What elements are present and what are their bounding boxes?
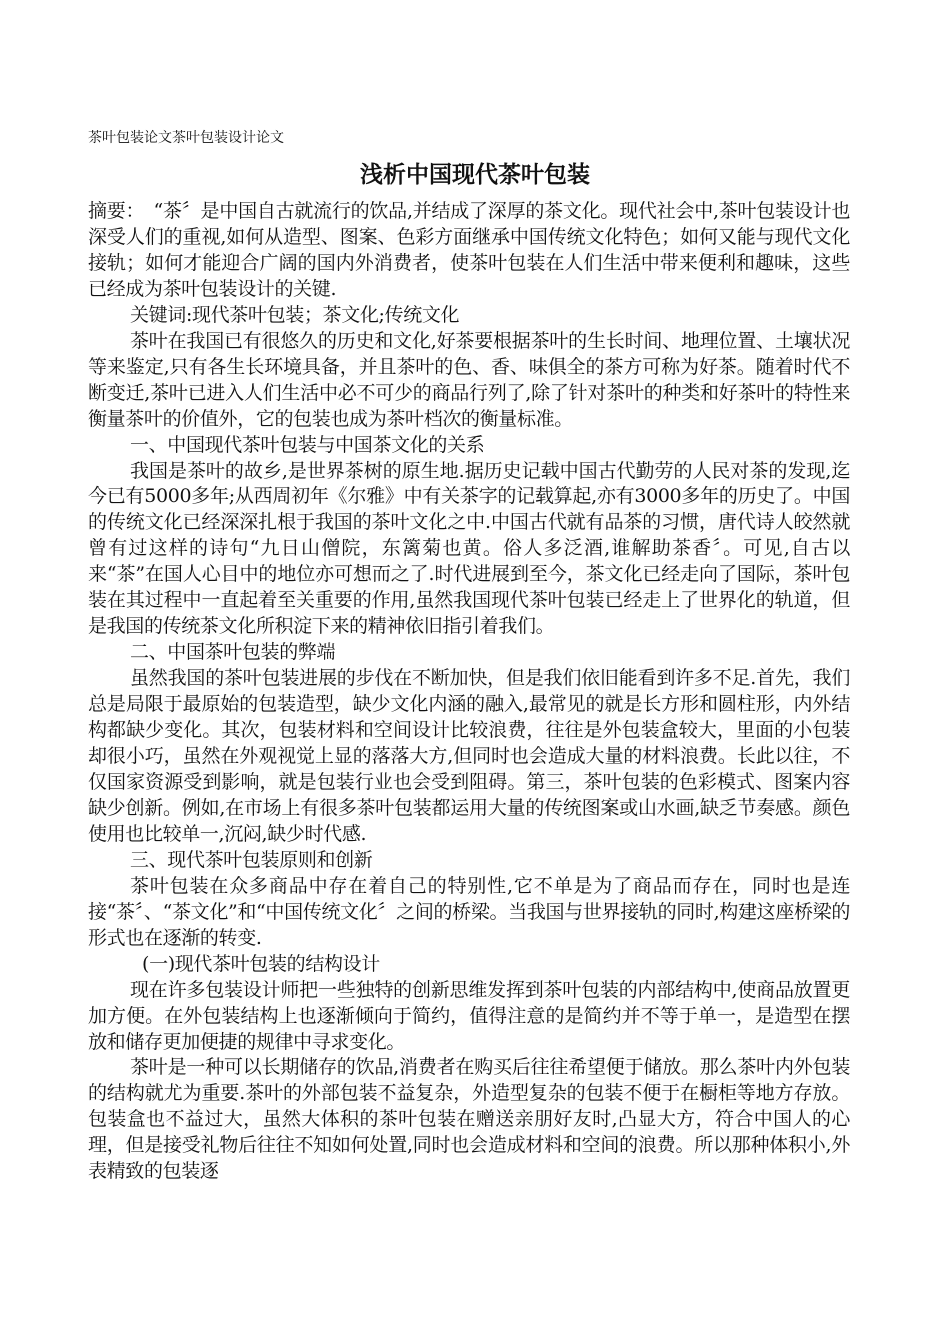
body-text (88, 199, 850, 1185)
abstract-paragraph: 摘要： “茶〞是中国自古就流行的饮品,并结成了深厚的茶文化。现代社会中,茶叶包装设计也深受人们的重视,如何从造型、图案、色彩方面继承中国传统文化特色；如何又能与现代文化接轨；如何才能迎合广阔的国内外消费者，使茶叶包装在人们生活中带来便利和趣味，这些已经成为茶叶包装设计的关键. (88, 200, 850, 300)
header-note: 茶叶包装论文茶叶包装设计论文 (88, 130, 284, 146)
section-heading-3: 三、现代茶叶包装原则和创新 (130, 848, 373, 871)
section-3-paragraph: 茶叶包装在众多商品中存在着自己的特别性,它不单是为了商品而存在，同时也是连接“茶〞、“茶文化”和“中国传统文化〞之间的桥梁。当我国与世界接轨的同时,构建这座桥梁的形式也在逐渐的转变. (88, 874, 850, 949)
keywords-paragraph: 关键词:现代茶叶包装；茶文化;传统文化 (130, 303, 460, 326)
section-2-paragraph: 虽然我国的茶叶包装进展的步伐在不断加快，但是我们依旧能看到许多不足.首先，我们总是局限于最原始的包装造型，缺少文化内涵的融入,最常见的就是长方形和圆柱形，内外结构都缺少变化。其次，包装材料和空间设计比较浪费，往往是外包装盒较大，里面的小包装却很小巧，虽然在外观视觉上显的落落大方,但同时也会造成大量的材料浪费。长此以往，不仅国家资源受到影响，就是包装行业也会受到阻碍。第三，茶叶包装的色彩模式、图案内容缺少创新。例如,在市场上有很多茶叶包装都运用大量的传统图案或山水画,缺乏节奏感。颜色使用也比较单一,沉闷,缺少时代感. (88, 667, 850, 845)
intro-paragraph: 茶叶在我国已有很悠久的历史和文化,好茶要根据茶叶的生长时间、地理位置、土壤状况等来鉴定,只有各生长环境具备，并且茶叶的色、香、味俱全的茶方可称为好茶。随着时代不断变迁,茶叶已进入人们生活中必不可少的商品行列了,除了针对茶叶的种类和好茶叶的特性来衡量茶叶的价值外，它的包装也成为茶叶档次的衡量标准。 (88, 329, 850, 430)
subsection-heading-1: (一)现代茶叶包装的结构设计 (142, 952, 380, 975)
section-heading-1: 一、中国现代茶叶包装与中国茶文化的关系 (130, 433, 485, 456)
page-title: 浅析中国现代茶叶包装 (360, 162, 590, 188)
subsection-1-paragraph-2: 茶叶是一种可以长期储存的饮品,消费者在购买后往往希望便于储放。那么茶叶内外包装的结构就尤为重要.茶叶的外部包装不益复杂，外造型复杂的包装不便于在橱柜等地方存放。包装盒也不益过大，虽然大体积的茶叶包装在赠送亲朋好友时,凸显大方，符合中国人的心理，但是接受礼物后往往不知如何处置,同时也会造成材料和空间的浪费。所以那种体积小,外表精致的包装逐 (88, 1056, 850, 1183)
section-1-paragraph: 我国是茶叶的故乡,是世界茶树的原生地.据历史记载中国古代勤劳的人民对茶的发现,迄今已有5000多年;从西周初年《尔雅》中有关茶字的记载算起,亦有3000多年的历史了。中国的传统文化已经深深扎根于我国的茶叶文化之中.中国古代就有品茶的习惯，唐代诗人皎然就曾有过这样的诗句“九日山僧院，东篱菊也黄。俗人多泛酒,谁解助茶香〞。可见,自古以来“茶”在国人心目中的地位亦可想而之了.时代进展到至今，茶文化已经走向了国际，茶叶包装在其过程中一直起着至关重要的作用,虽然我国现代茶叶包装已经走上了世界化的轨道，但是我国的传统茶文化所积淀下来的精神依旧指引着我们。 (88, 459, 850, 638)
section-heading-2: 二、中国茶叶包装的弊端 (130, 641, 336, 664)
subsection-1-paragraph-1: 现在许多包装设计师把一些独特的创新思维发挥到茶叶包装的内部结构中,使商品放置更加方便。在外包装结构上也逐渐倾向于简约，值得注意的是简约并不等于单一，是造型在摆放和储存更加便捷的规律中寻求变化。 (88, 978, 850, 1053)
